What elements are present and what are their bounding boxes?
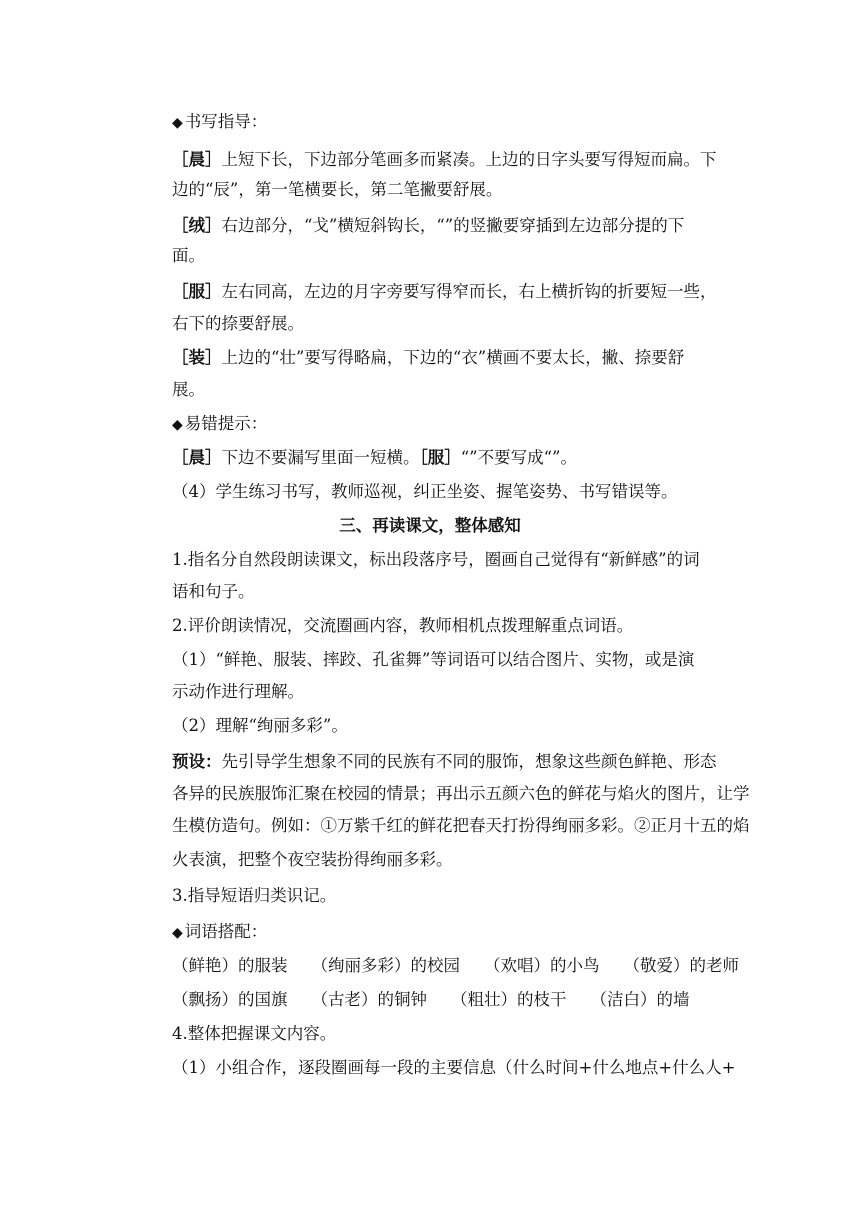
preset-line1: 预设：先引导学生想象不同的民族有不同的服饰，想象这些颜色鲜艳、形态 <box>172 752 717 771</box>
para-2: 2.评价朗读情况，交流圈画内容，教师相机点拨理解重点词语。 <box>172 616 634 635</box>
writing-item-chen-line1: ［晨］上短下长，下边部分笔画多而紧凑。上边的日字头要写得短而扁。下 <box>172 150 717 169</box>
para-2-2: （2）理解“绚丽多彩”。 <box>172 716 348 735</box>
char-label: ［晨］ <box>172 150 222 169</box>
preset-line3: 生模仿造句。例如：①万紫千红的鲜花把春天打扮得绚丽多彩。②正月十五的焰 <box>172 816 750 835</box>
para-4-1: （1）小组合作，逐段圈画每一段的主要信息（什么时间+什么地点+什么人+ <box>172 1058 736 1077</box>
practice-line: （4）学生练习书写，教师巡视，纠正坐姿、握笔姿势、书写错误等。 <box>172 482 678 501</box>
word-phrase: （洁白）的墙 <box>590 990 690 1009</box>
word-match-row-1 <box>172 954 763 978</box>
writing-item-rong-line2: 面。 <box>172 246 205 265</box>
char-label: ［服］ <box>172 282 222 301</box>
diamond-bullet-icon: ◆ <box>172 417 183 433</box>
word-phrase: （敬爱）的老师 <box>623 956 739 975</box>
diamond-bullet-icon: ◆ <box>172 115 183 131</box>
para-4: 4.整体把握课文内容。 <box>172 1024 337 1043</box>
para-1-line1: 1.指名分自然段朗读课文，标出段落序号，圈画自己觉得有“新鲜感”的词 <box>172 550 700 569</box>
section-three-heading: 三、再读课文，整体感知 <box>339 516 521 535</box>
writing-item-rong-line1: ［绒］右边部分，“戈”横短斜钩长，“”的竖撇要穿插到左边部分提的下 <box>172 216 685 235</box>
char-label: ［服］ <box>419 448 461 467</box>
word-match-heading: ◆ 词语搭配： <box>172 922 268 941</box>
word-phrase: （古老）的铜钟 <box>311 990 427 1009</box>
writing-item-fu-line1: ［服］左右同高，左边的月字旁要写得窄而长，右上横折钩的折要短一些， <box>172 282 717 301</box>
para-3: 3.指导短语归类识记。 <box>172 886 337 905</box>
para-1-line2: 语和句子。 <box>172 582 255 601</box>
word-phrase: （欢唱）的小鸟 <box>484 956 600 975</box>
error-tips-line: ［晨］下边不要漏写里面一短横。［服］“”不要写成“”。 <box>172 448 577 467</box>
word-phrase: （飘扬）的国旗 <box>172 990 288 1009</box>
para-2-1-line1: （1）“鲜艳、服装、摔跤、孔雀舞”等词语可以结合图片、实物，或是演 <box>172 650 695 669</box>
writing-item-chen-line2: 边的“辰”，第一笔横要长，第二笔撇要舒展。 <box>172 180 503 199</box>
writing-item-fu-line2: 右下的捺要舒展。 <box>172 314 304 333</box>
char-label: ［绒］ <box>172 216 222 235</box>
writing-guide-heading: ◆ 书写指导： <box>172 112 268 131</box>
preset-line2: 各异的民族服饰汇聚在校园的情景；再出示五颜六色的鲜花与焰火的图片，让学 <box>172 784 750 803</box>
writing-item-zhuang-line2: 展。 <box>172 380 205 399</box>
char-label: ［装］ <box>172 348 222 367</box>
para-2-1-line2: 示动作进行理解。 <box>172 682 304 701</box>
preset-line4: 火表演，把整个夜空装扮得绚丽多彩。 <box>172 850 453 869</box>
word-phrase: （粗壮）的枝干 <box>451 990 567 1009</box>
word-phrase: （鲜艳）的服装 <box>172 956 288 975</box>
word-phrase: （绚丽多彩）的校园 <box>311 956 460 975</box>
preset-label: 预设： <box>172 752 222 771</box>
error-tips-heading: ◆ 易错提示： <box>172 414 268 433</box>
writing-item-zhuang-line1: ［装］上边的“壮”要写得略扁，下边的“衣”横画不要太长，撇、捺要舒 <box>172 348 685 367</box>
word-match-row-2 <box>172 988 714 1012</box>
diamond-bullet-icon: ◆ <box>172 925 183 941</box>
char-label: ［晨］ <box>172 448 222 467</box>
